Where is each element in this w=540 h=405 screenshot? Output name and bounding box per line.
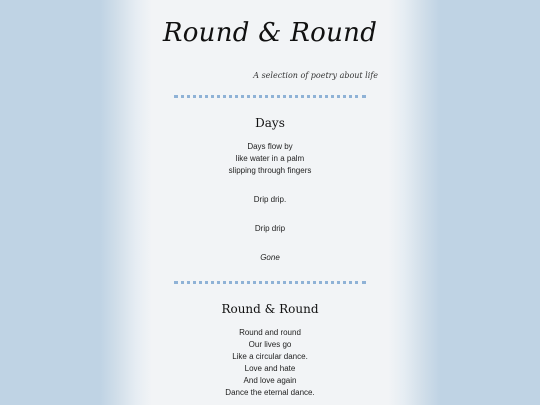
poem-line: Our lives go bbox=[248, 340, 292, 349]
dotted-divider bbox=[174, 95, 366, 98]
poem-line: Like a circular dance. bbox=[232, 352, 308, 361]
poem-title-round-and-round: Round & Round bbox=[221, 302, 319, 316]
poem-line: Drip drip. bbox=[253, 195, 287, 204]
dotted-divider bbox=[174, 281, 366, 284]
site-tagline: A selection of poetry about life bbox=[253, 71, 378, 80]
poem-line: Love and hate bbox=[244, 364, 296, 373]
poem-line: like water in a palm bbox=[235, 154, 305, 163]
poem-line: Gone bbox=[260, 253, 280, 262]
poem-line: Dance the eternal dance. bbox=[225, 388, 315, 397]
site-title: Round & Round bbox=[162, 18, 378, 48]
poem-line: Round and round bbox=[239, 328, 301, 337]
content-column bbox=[150, 0, 390, 405]
poem-title-days: Days bbox=[255, 116, 285, 130]
poem-line: Days flow by bbox=[247, 142, 293, 151]
poem-line: And love again bbox=[243, 376, 297, 385]
poem-line: slipping through fingers bbox=[228, 166, 312, 175]
poem-line: Drip drip bbox=[254, 224, 286, 233]
